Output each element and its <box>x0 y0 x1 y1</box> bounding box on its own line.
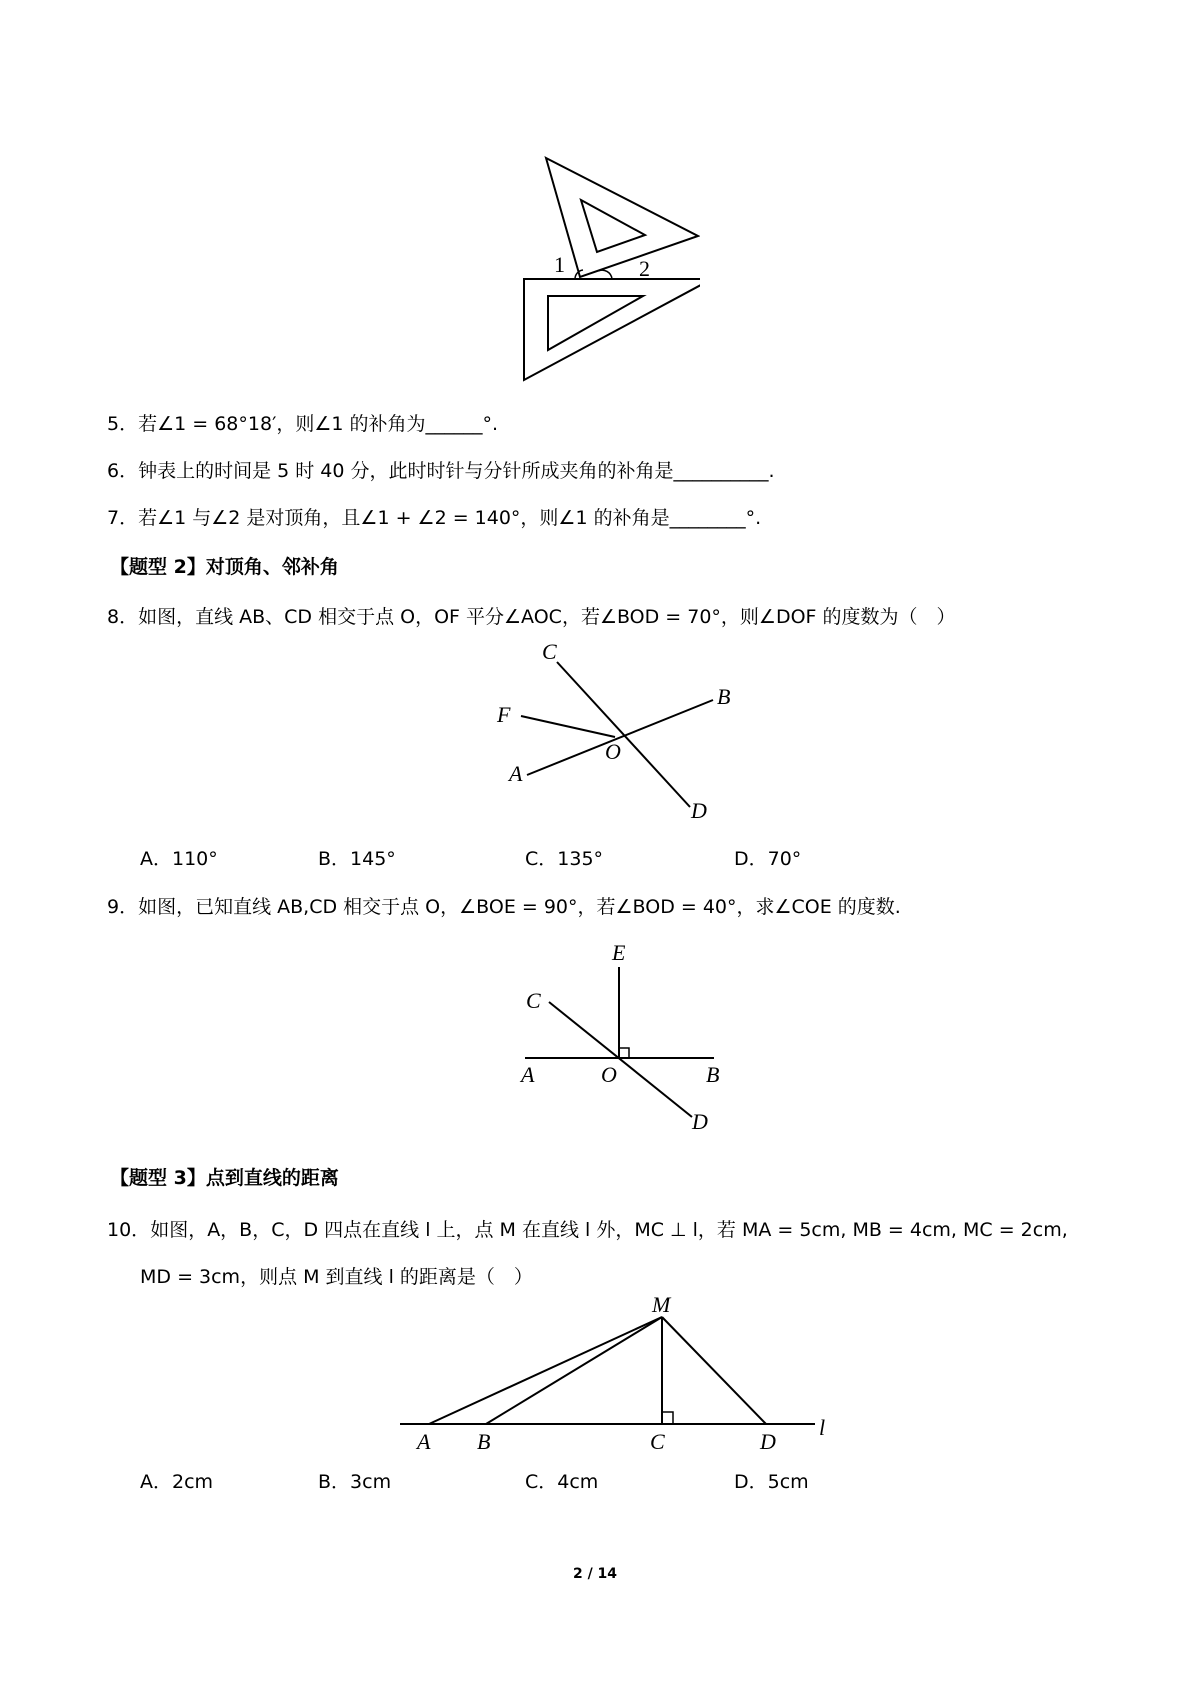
label-A: A <box>509 761 523 786</box>
q5-text: 若∠1 = 68°18′，则∠1 的补角为 <box>138 413 426 435</box>
figure-q8-intersecting-lines <box>490 635 740 830</box>
label-B: B <box>717 684 731 709</box>
label-B: B <box>706 1062 720 1087</box>
q8-option-d[interactable]: D．70° <box>734 848 802 870</box>
section-heading-3: 【题型 3】点到直线的距离 <box>110 1167 339 1189</box>
label-D: D <box>760 1429 776 1454</box>
question-9 <box>107 892 901 919</box>
q8-option-a[interactable]: A．110° <box>140 848 218 870</box>
label-D: D <box>692 1109 708 1134</box>
right-angle-mark <box>619 1048 629 1058</box>
q5-blank: ______ <box>425 413 483 435</box>
label-C: C <box>542 639 557 664</box>
q5-number: 5． <box>107 413 139 435</box>
q10-option-a[interactable]: A．2cm <box>140 1471 214 1493</box>
label-l: l <box>819 1415 826 1440</box>
page-number: 2 / 14 <box>572 1566 618 1582</box>
angle-2-label: 2 <box>639 256 650 281</box>
q5-suffix: °. <box>482 413 499 435</box>
label-B: B <box>477 1429 491 1454</box>
question-10-line-1 <box>107 1215 1068 1242</box>
question-8 <box>107 602 956 629</box>
q9-number: 9． <box>107 896 139 918</box>
q10-text-2: MD = 3cm，则点 M 到直线 l 的距离是（ ） <box>140 1266 533 1288</box>
section-heading-2: 【题型 2】对顶角、邻补角 <box>110 556 339 578</box>
q10-option-b[interactable]: B．3cm <box>318 1471 392 1493</box>
q10-number: 10． <box>107 1219 151 1241</box>
q6-number: 6． <box>107 460 139 482</box>
figure-set-squares <box>470 140 700 390</box>
question-7 <box>107 503 761 530</box>
line-CD <box>549 1002 692 1117</box>
q7-number: 7． <box>107 507 139 529</box>
q7-suffix: °. <box>745 507 762 529</box>
q8-option-c[interactable]: C．135° <box>525 848 604 870</box>
q10-option-c[interactable]: C．4cm <box>525 1471 599 1493</box>
line-CD <box>557 662 690 807</box>
q8-number: 8． <box>107 606 139 628</box>
segment-MA <box>429 1317 662 1424</box>
angle-2-arc <box>598 270 612 279</box>
ray-OF <box>521 716 615 737</box>
upper-triangle-inner <box>581 200 645 252</box>
upper-triangle-outer <box>546 158 698 277</box>
figure-q9-perpendicular <box>510 935 740 1135</box>
right-angle-mark <box>662 1412 673 1424</box>
q10-text-1: 如图，A，B，C，D 四点在直线 l 上，点 M 在直线 l 外，MC ⊥ l，若 MA = 5cm, MB = 4cm, MC = 2cm, <box>150 1219 1068 1241</box>
q6-blank: __________ <box>673 460 769 482</box>
angle-1-label: 1 <box>554 252 565 277</box>
q7-text: 若∠1 与∠2 是对顶角，且∠1 + ∠2 = 140°，则∠1 的补角是 <box>138 507 670 529</box>
segment-MD <box>662 1317 766 1424</box>
label-O: O <box>601 1062 617 1087</box>
label-A: A <box>521 1062 535 1087</box>
q8-text: 如图，直线 AB、CD 相交于点 O，OF 平分∠AOC，若∠BOD = 70°，则∠DOF 的度数为（ ） <box>138 606 956 628</box>
label-D: D <box>691 798 707 823</box>
label-C: C <box>650 1429 665 1454</box>
label-E: E <box>612 940 626 965</box>
label-C: C <box>526 988 541 1013</box>
label-M: M <box>652 1292 671 1317</box>
q6-text: 钟表上的时间是 5 时 40 分，此时时针与分针所成夹角的补角是 <box>138 460 674 482</box>
q10-option-d[interactable]: D．5cm <box>734 1471 809 1493</box>
figure-q10-distance <box>390 1290 840 1460</box>
q9-text: 如图，已知直线 AB,CD 相交于点 O，∠BOE = 90°，若∠BOD = 40°，求∠COE 的度数. <box>138 896 901 918</box>
segment-MB <box>486 1317 662 1424</box>
q7-blank: ________ <box>669 507 746 529</box>
question-10-line-2 <box>140 1262 533 1289</box>
question-6 <box>107 456 775 483</box>
q8-option-b[interactable]: B．145° <box>318 848 396 870</box>
q6-suffix: . <box>768 460 775 482</box>
question-5 <box>107 409 498 436</box>
label-F: F <box>497 702 511 727</box>
label-O: O <box>605 739 621 764</box>
label-A: A <box>417 1429 431 1454</box>
lower-triangle-outer <box>524 279 700 380</box>
